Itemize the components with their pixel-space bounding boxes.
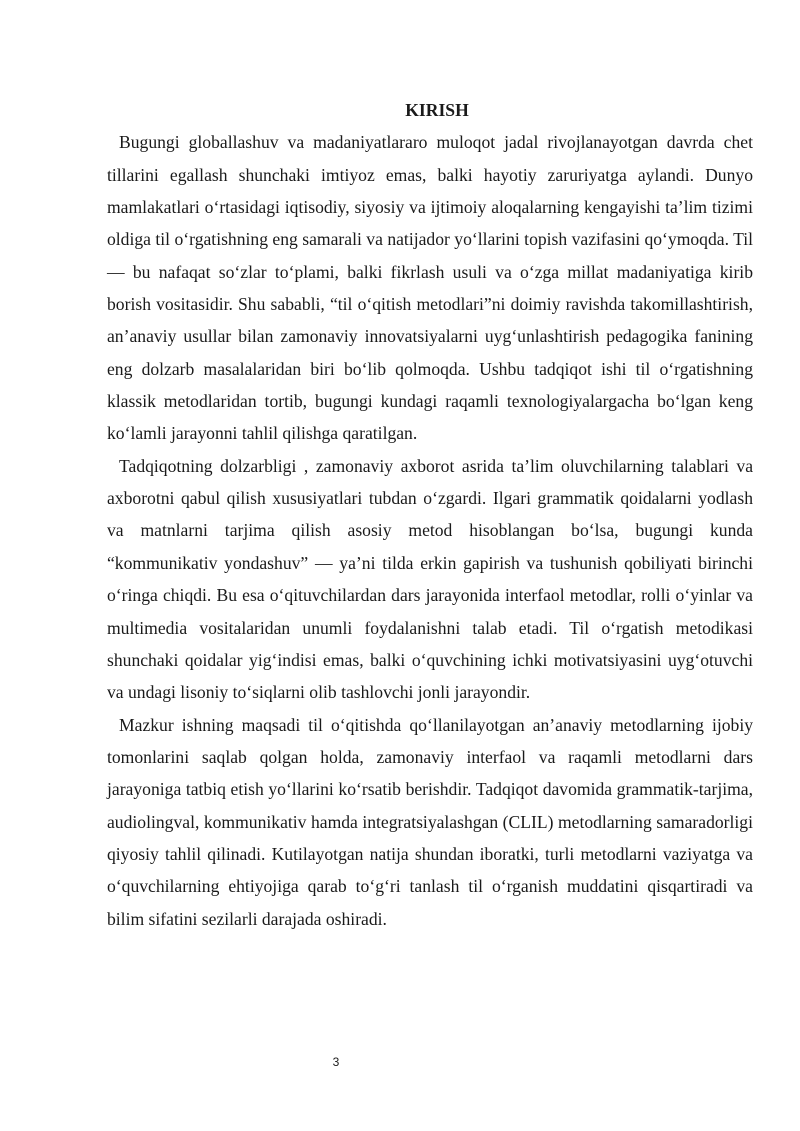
paragraph-relevance: Tadqiqotning dolzarbligi , zamonaviy axborot asrida ta’lim oluvchilarning talablari va axborotni qabul qilish xususiyatlari tubdan o‘zgardi. Ilgari grammatik qoidalarni yodlash va matnlarni tarjima qilish asosiy metod hisoblangan bo‘lsa, bugungi kunda “kommunikativ yondashuv” — ya’ni tilda erkin gapirish va tushunish qobiliyati birinchi o‘ringa chiqdi. Bu esa o‘qituvchilardan dars jarayonida interfaol metodlar, rolli o‘yinlar va multimedia vositalaridan unumli foydalanishni talab etadi. Til o‘rgatish metodikasi shunchaki qoidalar yig‘indisi emas, balki o‘quvchining ichki motivatsiyasini uyg‘otuvchi va undagi lisoniy to‘siqlarni olib tashlovchi jonli jarayondir.: [107, 455, 753, 703]
page-number: 3: [332, 1055, 340, 1069]
section-heading: KIRISH: [405, 100, 469, 120]
paragraph-aim: Mazkur ishning maqsadi til o‘qitishda qo‘llanilayotgan an’anaviy metodlarning ijobiy tomonlarini saqlab qolgan holda, zamonaviy interfaol va raqamli metodlarni dars jarayoniga tatbiq etish yo‘llarini ko‘rsatib berishdir. Tadqiqot davomida grammatik-tarjima, audiolingval, kommunikativ hamda integratsiyalashgan (CLIL) metodlarning samaradorligi qiyosiy tahlil qilinadi. Kutilayotgan natija shundan iboratki, turli metodlarni vaziyatga va o‘quvchilarning ehtiyojiga qarab to‘g‘ri tanlash til o‘rganish muddatini qisqartiradi va bilim sifatini sezilarli darajada oshiradi.: [107, 714, 753, 929]
document-body: [107, 94, 753, 935]
paragraph-intro: Bugungi globallashuv va madaniyatlararo muloqot jadal rivojlanayotgan davrda chet tillarini egallash shunchaki imtiyoz emas, balki hayotiy zaruriyatga aylandi. Dunyo mamlakatlari o‘rtasidagi iqtisodiy, siyosiy va ijtimoiy aloqalarning kengayishi ta’lim tizimi oldiga til o‘rgatishning eng samarali va natijador yo‘llarini topish vazifasini qo‘ymoqda. Til — bu nafaqat so‘zlar to‘plami, balki fikrlash usuli va o‘zga millat madaniyatiga kirib borish vositasidir. Shu sababli, “til o‘qitish metodlari”ni doimiy ravishda takomillashtirish, an’anaviy usullar bilan zamonaviy innovatsiyalarni uyg‘unlashtirish pedagogika fanining eng dolzarb masalalaridan biri bo‘lib qolmoqda. Ushbu tadqiqot ishi til o‘rgatishning klassik metodlaridan tortib, bugungi kundagi raqamli texnologiyalargacha bo‘lgan keng ko‘lamli jarayonni tahlil qilishga qaratilgan.: [107, 132, 753, 444]
